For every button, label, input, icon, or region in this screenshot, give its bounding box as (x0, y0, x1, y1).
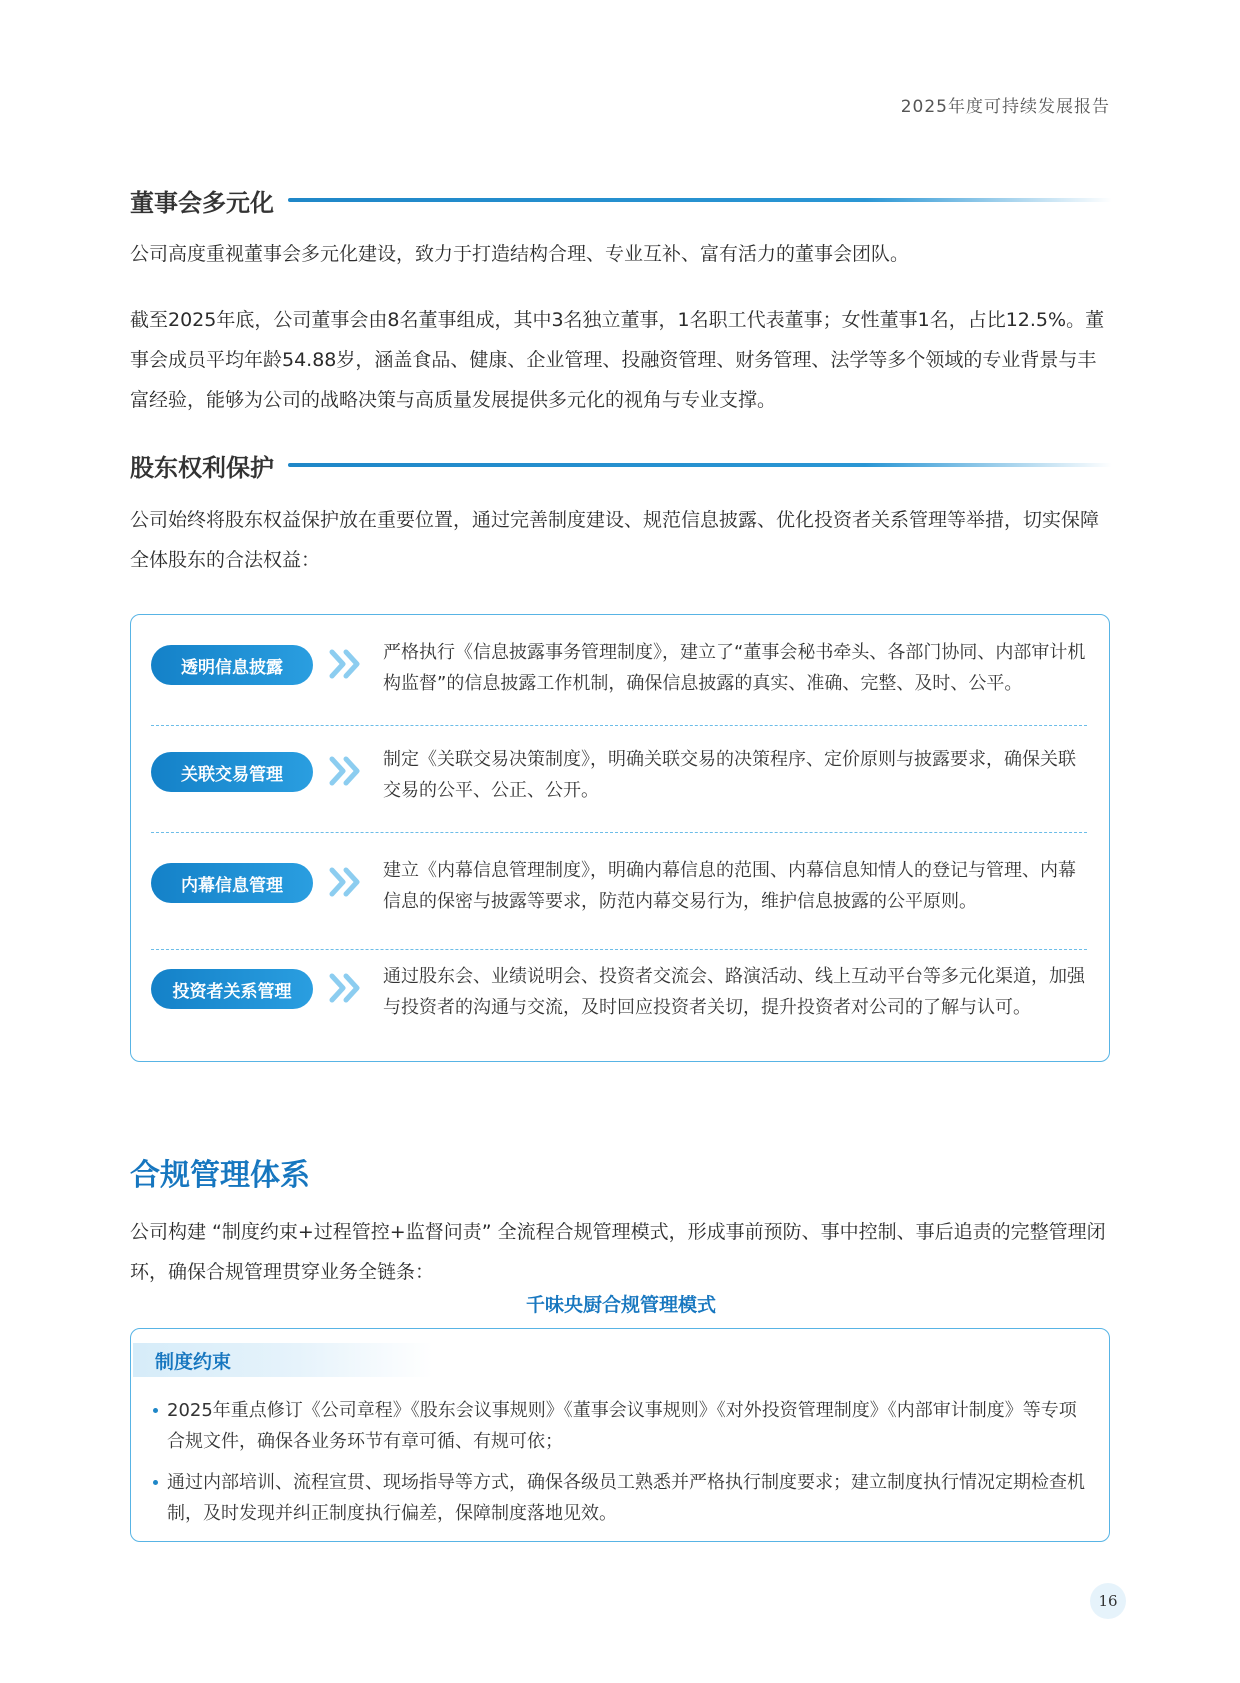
measure-row (151, 615, 1087, 715)
bullet-dot-icon (153, 1480, 158, 1485)
double-chevron-icon (329, 970, 363, 1006)
bullet-item (153, 1467, 1087, 1529)
page-number: 16 (1090, 1583, 1126, 1619)
section-heading-shareholder (130, 447, 1112, 483)
double-chevron-icon (329, 864, 363, 900)
double-chevron-icon (329, 646, 363, 682)
paragraph: 公司构建 “制度约束+过程管控+监督问责” 全流程合规管理模式，形成事前预防、事中控制、事后追责的完整管理闭环，确保合规管理贯穿业务全链条： (130, 1221, 1106, 1283)
measure-description: 制定《关联交易决策制度》，明确关联交易的决策程序、定价原则与披露要求，确保关联交易的公平、公正、公开。 (383, 749, 1076, 801)
bullet-text: 通过内部培训、流程宣贯、现场指导等方式，确保各级员工熟悉并严格执行制度要求；建立制度执行情况定期检查机制，及时发现并纠正制度执行偏差，保障制度落地见效。 (167, 1472, 1085, 1524)
report-title: 2025年度可持续发展报告 (900, 97, 1110, 117)
measure-label-pill: 投资者关系管理 (151, 969, 313, 1009)
paragraph: 公司高度重视董事会多元化建设，致力于打造结构合理、专业互补、富有活力的董事会团队。 (130, 243, 910, 265)
category-tag-label: 制度约束 (155, 1350, 232, 1373)
section-divider (288, 198, 1112, 202)
bullet-item (153, 1395, 1087, 1457)
bullet-text: 2025年重点修订《公司章程》《股东会议事规则》《董事会议事规则》《对外投资管理制度》《内部审计制度》等专项合规文件，确保各业务环节有章可循、有规可依； (167, 1400, 1077, 1452)
compliance-title: 合规管理体系 (130, 1158, 310, 1193)
paragraph: 公司始终将股东权益保护放在重要位置，通过完善制度建设、规范信息披露、优化投资者关系管理等举措，切实保障全体股东的合法权益： (130, 509, 1100, 571)
measure-row (151, 939, 1087, 1039)
section-title: 股东权利保护 (130, 453, 274, 482)
measure-description: 建立《内幕信息管理制度》，明确内幕信息的范围、内幕信息知情人的登记与管理、内幕信息的保密与披露等要求，防范内幕交易行为，维护信息披露的公平原则。 (383, 860, 1076, 912)
measure-label-pill: 透明信息披露 (151, 645, 313, 685)
measure-description: 严格执行《信息披露事务管理制度》，建立了“董事会秘书牵头、各部门协同、内部审计机构监督”的信息披露工作机制，确保信息披露的真实、准确、完整、及时、公平。 (383, 642, 1086, 694)
model-title: 千味央厨合规管理模式 (525, 1294, 716, 1316)
section-title: 董事会多元化 (130, 188, 274, 217)
double-chevron-icon (329, 753, 363, 789)
paragraph: 截至2025年底，公司董事会由8名董事组成，其中3名独立董事，1名职工代表董事；女性董事1名，占比12.5%。董事会成员平均年龄54.88岁，涵盖食品、健康、企业管理、投融资管理、财务管理、法学等多个领域的专业背景与丰富经验，能够为公司的战略决策与高质量发展提供多元化的视角与专业支撑。 (130, 309, 1105, 411)
measure-row (151, 722, 1087, 822)
compliance-box (130, 1328, 1110, 1542)
measure-description: 通过股东会、业绩说明会、投资者交流会、路演活动、线上互动平台等多元化渠道，加强与投资者的沟通与交流，及时回应投资者关切，提升投资者对公司的了解与认可。 (383, 966, 1085, 1018)
section-heading-board (130, 182, 1112, 218)
bullet-dot-icon (153, 1408, 158, 1413)
shareholder-measures-box (130, 614, 1110, 1062)
section-divider (288, 463, 1112, 467)
measure-label-pill: 关联交易管理 (151, 752, 313, 792)
measure-label-pill: 内幕信息管理 (151, 863, 313, 903)
category-tag (133, 1343, 433, 1377)
measure-row (151, 833, 1087, 933)
